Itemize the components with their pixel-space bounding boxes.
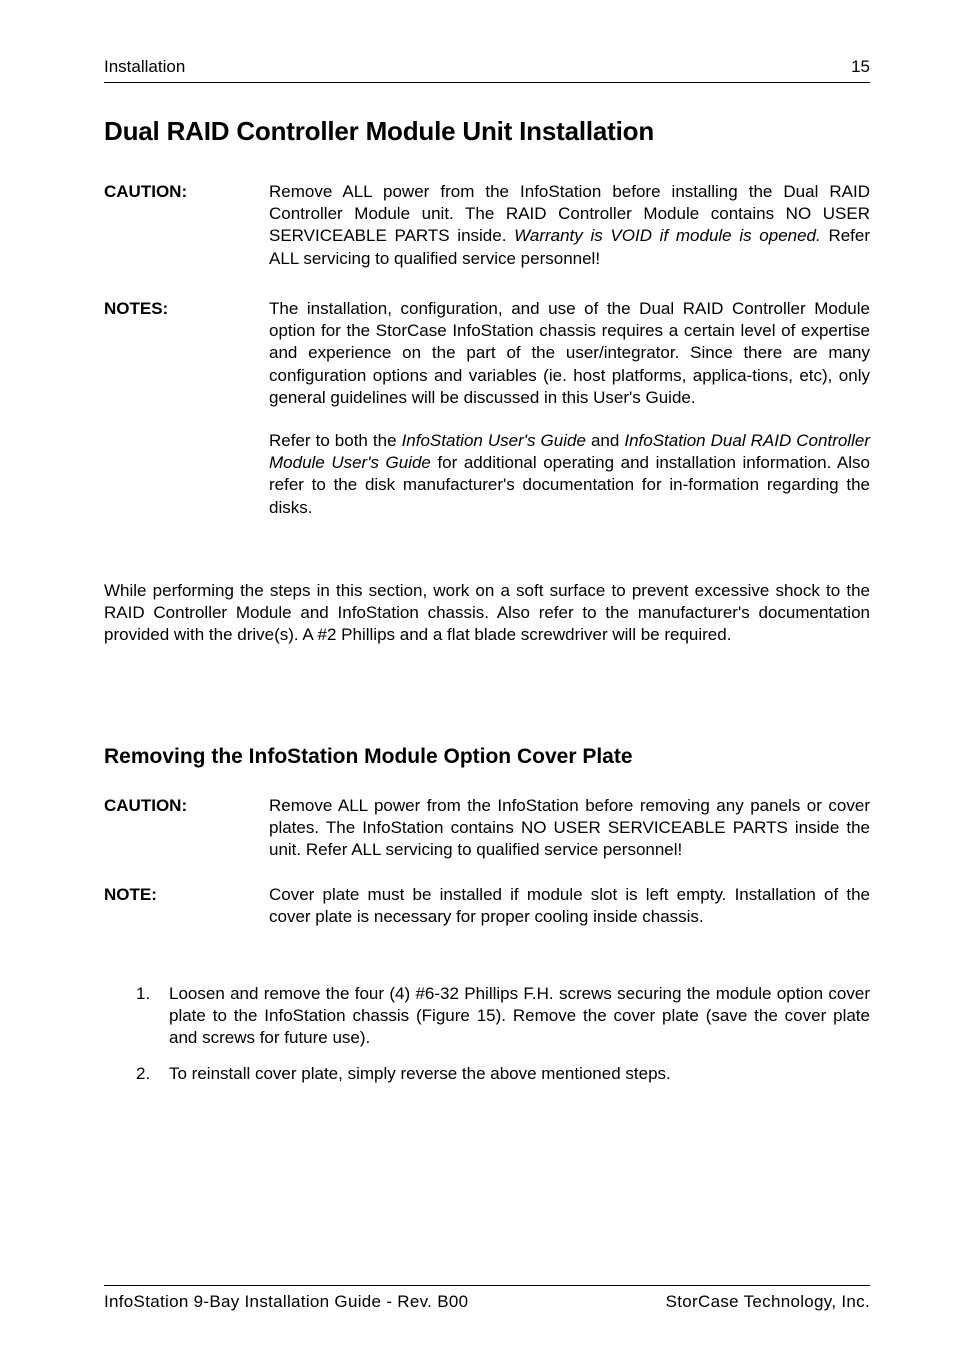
caution-label: CAUTION: xyxy=(104,796,188,815)
page-title: Dual RAID Controller Module Unit Installation xyxy=(104,116,655,146)
caution-text xyxy=(269,181,870,270)
subsection-title: Removing the InfoStation Module Option Cover Plate xyxy=(104,745,633,768)
step-text: Loosen and remove the four (4) #6-32 Phillips F.H. screws securing the module option cover plate to the InfoStation chassis (Figure 15). Remove the cover plate (save the cover plate and screws for future use). xyxy=(169,984,870,1048)
page-footer xyxy=(104,1285,870,1311)
header-page-number: 15 xyxy=(851,57,870,76)
list-item xyxy=(104,1063,870,1085)
steps-list xyxy=(104,983,870,1085)
caution-block-2 xyxy=(104,795,870,862)
footer-document-title: InfoStation 9-Bay Installation Guide - Rev. B00 xyxy=(104,1292,469,1311)
notes-block xyxy=(104,298,870,519)
note-block xyxy=(104,884,870,928)
caution-warranty-italic: Warranty is VOID if module is opened. xyxy=(514,226,821,246)
notes-p2-a: Refer to both the xyxy=(269,431,402,451)
note-body-text: Cover plate must be installed if module slot is left empty. Installation of the cover plate is necessary for proper cooling inside chassis. xyxy=(269,885,870,927)
notes-p2-italic-1: InfoStation User's Guide xyxy=(401,431,586,451)
step-number: 1. xyxy=(136,984,151,1003)
notes-text xyxy=(269,298,870,519)
caution-label: CAUTION: xyxy=(104,182,188,201)
caution-text-b: Refer ALL servicing to qualified service personnel! xyxy=(269,226,871,268)
page-header xyxy=(104,56,870,83)
step-number: 2. xyxy=(136,1063,151,1083)
note-text xyxy=(269,884,870,928)
note-label: NOTE: xyxy=(104,885,157,904)
intro-paragraph: While performing the steps in this section, work on a soft surface to prevent excessive shock to the RAID Controller Module and InfoStation chassis. Also refer to the manufacturer's documentation provided with the drive(s). A #2 Phillips and a flat blade screwdriver will be required. xyxy=(104,581,870,645)
notes-paragraph-1: The installation, configuration, and use of the Dual RAID Controller Module option for the StorCase InfoStation chassis requires a certain level of expertise and experience on the part of the user/integrator. Since there are many configuration options and variables (ie. host platforms, applica-tions, etc), only general guidelines will be discussed in this User's Guide. xyxy=(269,299,870,407)
caution-text-a: Remove ALL power from the InfoStation before installing the Dual RAID Controller Module unit. The RAID Controller Module contains NO USER SERVICEABLE PARTS inside. xyxy=(269,182,870,246)
notes-paragraph-2 xyxy=(269,430,870,519)
caution-text xyxy=(269,795,870,862)
caution-2-text: Remove ALL power from the InfoStation before removing any panels or cover plates. The InfoStation contains NO USER SERVICEABLE PARTS inside the unit. Refer ALL servicing to qualified service personnel! xyxy=(269,796,870,860)
footer-company: StorCase Technology, Inc. xyxy=(665,1292,870,1311)
step-text: To reinstall cover plate, simply reverse the above mentioned steps. xyxy=(169,1063,671,1083)
notes-p2-c: for additional operating and installation information. Also refer to the disk manufacturer's documentation for in-formation regarding the disks. xyxy=(269,453,870,517)
list-item xyxy=(104,983,870,1050)
caution-block-1 xyxy=(104,181,870,270)
notes-p2-italic-2: InfoStation Dual RAID Controller Module User's Guide xyxy=(269,431,870,473)
header-section-title: Installation xyxy=(104,57,186,76)
notes-p2-b: and xyxy=(585,431,625,451)
notes-label: NOTES: xyxy=(104,299,169,318)
